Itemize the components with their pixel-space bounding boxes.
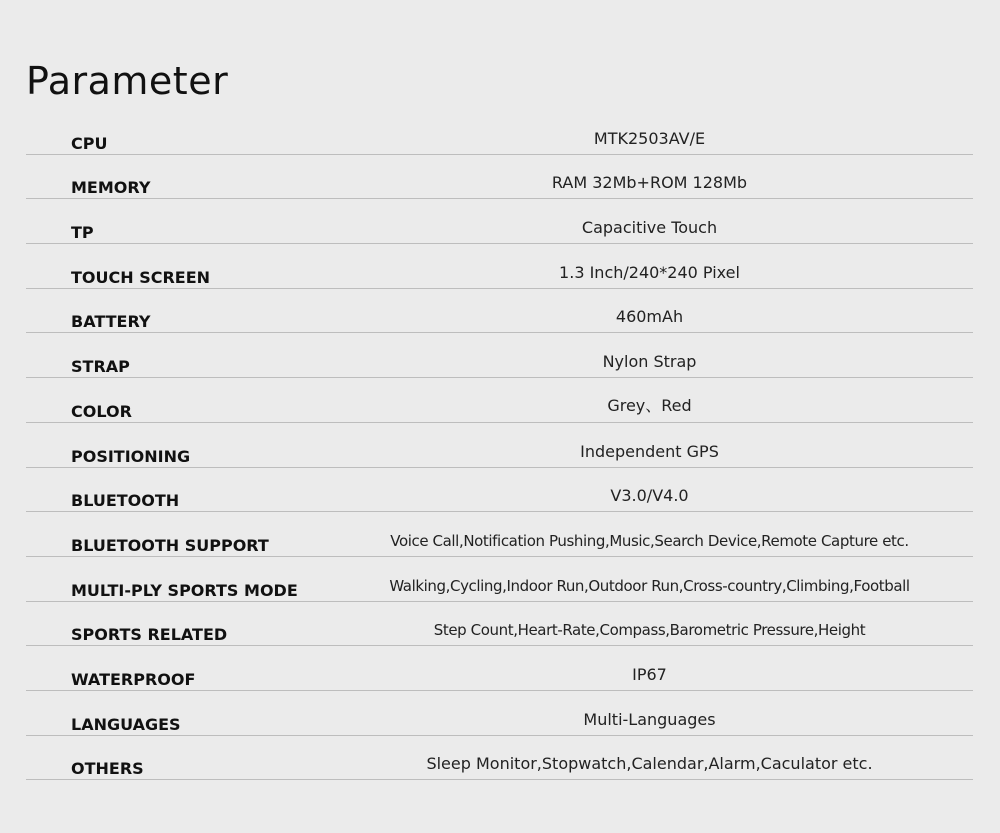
row-label: BATTERY [71, 312, 151, 332]
table-row-others [26, 736, 973, 781]
row-value: Independent GPS [580, 441, 719, 461]
table-row-positioning [26, 423, 973, 468]
row-label: POSITIONING [71, 446, 191, 466]
row-value: 1.3 Inch/240*240 Pixel [559, 262, 740, 282]
table-row-memory [26, 155, 973, 200]
row-label: COLOR [71, 401, 132, 421]
table-row-languages [26, 691, 973, 736]
row-label: BLUETOOTH SUPPORT [71, 535, 269, 555]
row-value: V3.0/V4.0 [610, 486, 689, 506]
table-row-sports-related [26, 602, 973, 647]
row-value: IP67 [632, 664, 667, 684]
row-label: TP [71, 223, 94, 243]
row-label: SPORTS RELATED [71, 625, 228, 645]
parameter-table [26, 110, 973, 780]
table-row-bluetooth-support [26, 512, 973, 557]
row-value: Step Count,Heart-Rate,Compass,Barometric Pressure,Height [433, 621, 866, 640]
row-label: MEMORY [71, 178, 151, 198]
row-value: Walking,Cycling,Indoor Run,Outdoor Run,Cross-country,Climbing,Football [389, 576, 910, 595]
row-label: OTHERS [71, 759, 144, 779]
table-row-tp [26, 199, 973, 244]
row-value: 460mAh [615, 307, 684, 327]
table-row-cpu [26, 110, 973, 155]
row-value: Grey、Red [607, 395, 692, 415]
row-value: RAM 32Mb+ROM 128Mb [551, 173, 748, 193]
row-label: BLUETOOTH [71, 491, 180, 511]
row-label: LANGUAGES [71, 714, 181, 734]
table-row-battery [26, 289, 973, 334]
row-value: Nylon Strap [602, 352, 697, 372]
row-value: Multi-Languages [583, 709, 716, 729]
row-label: TOUCH SCREEN [71, 267, 211, 287]
row-value: Capacitive Touch [581, 218, 718, 238]
row-label: MULTI-PLY SPORTS MODE [71, 580, 298, 600]
table-row-bluetooth [26, 468, 973, 513]
table-row-sports-mode [26, 557, 973, 602]
row-value: Sleep Monitor,Stopwatch,Calendar,Alarm,Caculator etc. [426, 754, 873, 774]
table-row-color [26, 378, 973, 423]
row-label: STRAP [71, 357, 130, 377]
table-row-waterproof [26, 646, 973, 691]
table-row-touch-screen [26, 244, 973, 289]
row-label: WATERPROOF [71, 669, 196, 689]
row-value: MTK2503AV/E [593, 128, 706, 148]
row-value: Voice Call,Notification Pushing,Music,Search Device,Remote Capture etc. [390, 531, 909, 550]
page-title: Parameter [26, 59, 229, 104]
table-row-strap [26, 333, 973, 378]
row-label: CPU [71, 133, 108, 153]
